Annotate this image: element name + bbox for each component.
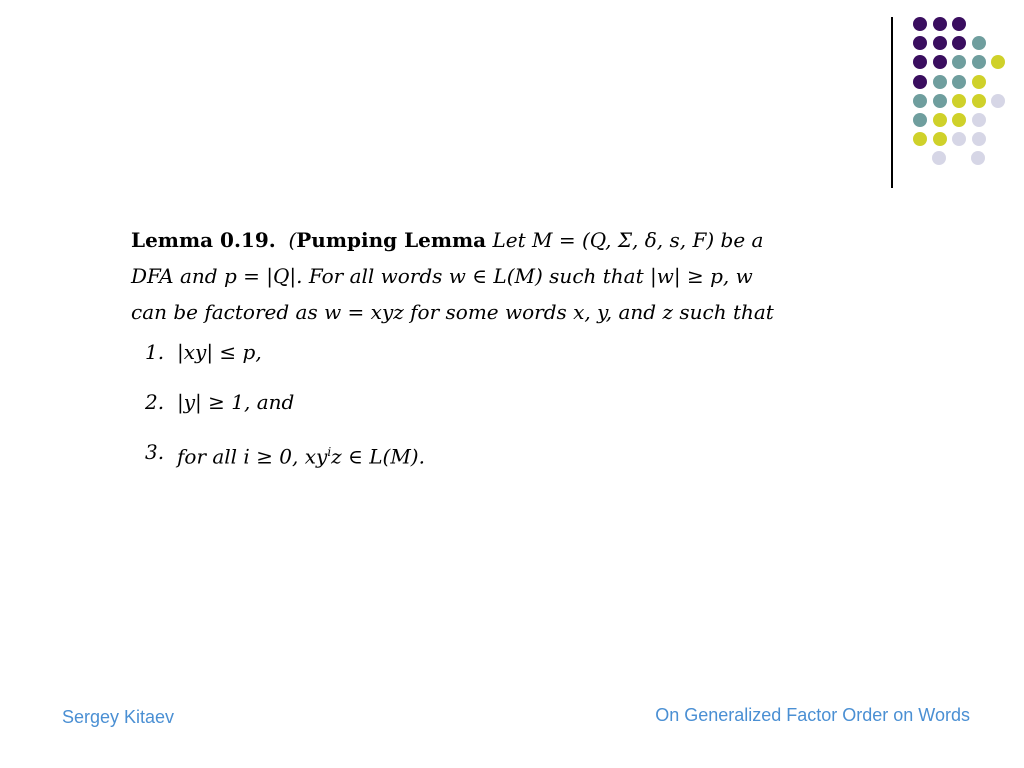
item-number: 1. bbox=[145, 340, 165, 364]
decor-dot bbox=[952, 113, 966, 127]
math-w-xyz: w = xyz bbox=[324, 300, 404, 324]
text-such-that-2: such that bbox=[679, 300, 774, 324]
footer-title: On Generalized Factor Order on Words bbox=[655, 705, 970, 725]
item-number: 2. bbox=[145, 390, 165, 414]
footer-author: Sergey Kitaev bbox=[62, 707, 175, 727]
lemma-name: Pumping Lemma bbox=[296, 228, 487, 252]
text-for-some-words: for some words bbox=[410, 300, 567, 324]
conditions-list bbox=[131, 340, 851, 469]
item-number: 3. bbox=[145, 440, 165, 464]
open-paren: ( bbox=[288, 228, 297, 252]
decor-dot bbox=[913, 132, 927, 146]
decor-dot bbox=[972, 113, 986, 127]
text-can-be-factored: can be factored as bbox=[131, 300, 318, 324]
decor-dot bbox=[913, 36, 927, 50]
item-superscript: i bbox=[327, 445, 332, 459]
decor-dot bbox=[991, 94, 1005, 108]
decor-dot bbox=[913, 113, 927, 127]
decor-dot bbox=[991, 55, 1005, 69]
divider-line bbox=[891, 17, 893, 188]
decor-dot bbox=[971, 151, 985, 165]
decor-dot bbox=[952, 75, 966, 89]
decor-dot bbox=[952, 36, 966, 50]
decor-dot bbox=[952, 94, 966, 108]
decor-dot bbox=[913, 94, 927, 108]
math-p-def: p = |Q|. bbox=[223, 264, 303, 288]
text-such-that: such that bbox=[549, 264, 644, 288]
item-text: |y| ≥ 1, bbox=[177, 390, 251, 414]
text-let: Let bbox=[492, 228, 526, 252]
math-machine-def: M = (Q, Σ, δ, s, F) bbox=[532, 228, 715, 252]
item-text bbox=[177, 440, 425, 469]
decorative-dot-grid bbox=[0, 0, 1024, 200]
decor-dot bbox=[952, 132, 966, 146]
item-tail: and bbox=[256, 390, 295, 414]
decor-dot bbox=[952, 55, 966, 69]
lemma-line-2 bbox=[131, 258, 851, 294]
decor-dot bbox=[972, 94, 986, 108]
item-text-part1: for all i ≥ 0, xy bbox=[177, 444, 328, 469]
lemma-line-3 bbox=[131, 294, 851, 330]
decor-dot bbox=[933, 17, 947, 31]
lemma-block bbox=[131, 222, 851, 490]
decor-dot bbox=[933, 55, 947, 69]
list-item bbox=[145, 340, 851, 364]
text-for-all-words: For all words bbox=[308, 264, 443, 288]
list-item bbox=[145, 390, 851, 414]
decor-dot bbox=[972, 55, 986, 69]
decor-dot bbox=[972, 132, 986, 146]
decor-dot bbox=[972, 36, 986, 50]
text-and: and bbox=[618, 300, 657, 324]
math-length-bound: |w| ≥ p, w bbox=[650, 264, 753, 288]
decor-dot bbox=[913, 75, 927, 89]
math-x-y: x, y, bbox=[573, 300, 613, 324]
decor-dot bbox=[913, 17, 927, 31]
lemma-number: Lemma 0.19. bbox=[131, 228, 276, 252]
decor-dot bbox=[933, 36, 947, 50]
decor-dot bbox=[933, 113, 947, 127]
decor-dot bbox=[933, 94, 947, 108]
text-be-a: be a bbox=[720, 228, 764, 252]
decor-dot bbox=[972, 75, 986, 89]
decor-dot bbox=[952, 17, 966, 31]
math-z: z bbox=[662, 300, 674, 324]
decor-dot bbox=[933, 75, 947, 89]
list-item bbox=[145, 440, 851, 469]
math-w-in-language: w ∈ L(M) bbox=[448, 264, 543, 288]
item-text-part2: z ∈ L(M). bbox=[331, 444, 425, 469]
decor-dot bbox=[933, 132, 947, 146]
decor-dot bbox=[913, 55, 927, 69]
lemma-statement bbox=[131, 222, 851, 330]
text-dfa-and: DFA and bbox=[131, 264, 218, 288]
lemma-line-1 bbox=[131, 222, 851, 258]
item-text: |xy| ≤ p, bbox=[177, 340, 262, 364]
decor-dot bbox=[932, 151, 946, 165]
